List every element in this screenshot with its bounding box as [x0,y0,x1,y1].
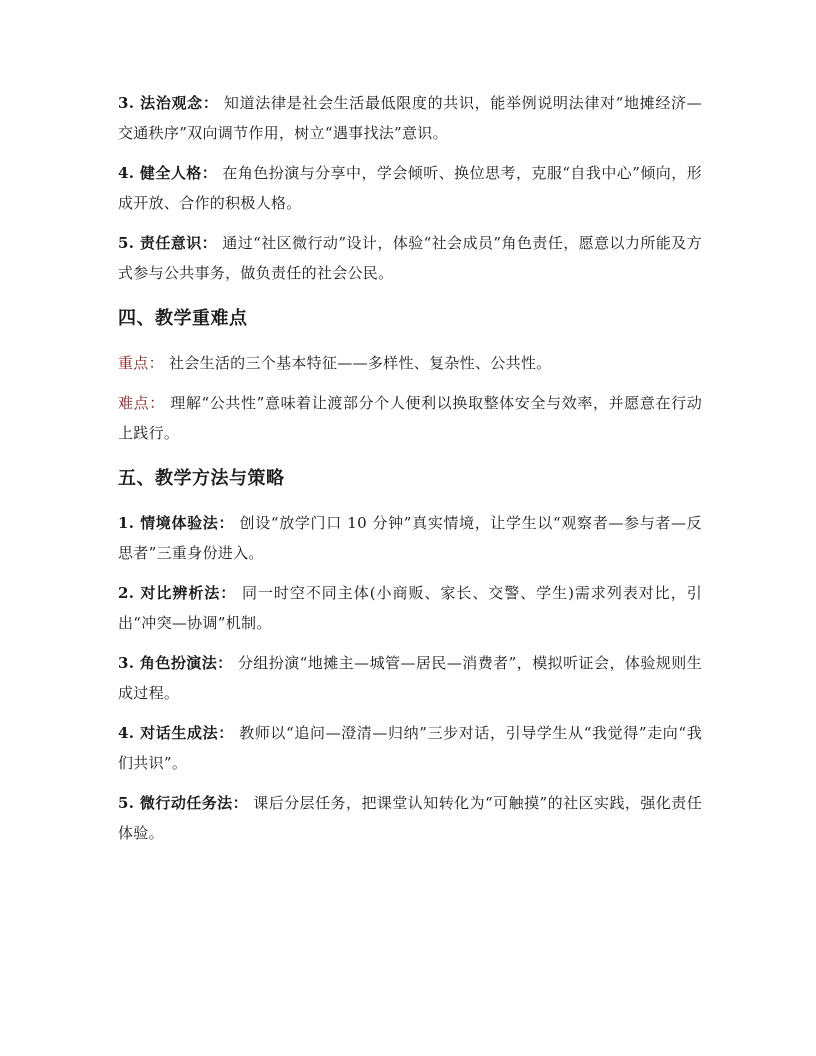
method-lead: 5. 微行动任务法： [118,794,249,812]
method-item [118,718,702,778]
difficult-point-lead: 难点： [118,394,165,412]
method-item [118,508,702,568]
document-page [118,88,702,858]
objective-sound-personality [118,158,702,218]
objective-responsibility [118,228,702,288]
method-text: 同一时空不同主体(小商贩、家长、交警、学生)需求列表对比，引出“冲突—协调”机制。 [118,584,702,632]
method-item [118,648,702,708]
section-heading-methods: 五、教学方法与策略 [118,468,285,489]
objective-lead: 3. 法治观念： [118,94,219,112]
method-text: 课后分层任务，把课堂认知转化为“可触摸”的社区实践，强化责任体验。 [118,794,702,842]
method-item [118,788,702,848]
objective-lead: 4. 健全人格： [118,164,218,182]
method-lead: 3. 角色扮演法： [118,654,233,672]
method-lead: 2. 对比辨析法： [118,584,237,602]
method-item [118,578,702,638]
difficult-point [118,388,702,448]
method-lead: 4. 对话生成法： [118,724,234,742]
method-text: 创设“放学门口 10 分钟”真实情境，让学生以“观察者—参与者—反思者”三重身份进入。 [118,514,702,562]
objective-text: 知道法律是社会生活最低限度的共识，能举例说明法律对“地摊经济—交通秩序”双向调节作用，树立“遇事找法”意识。 [118,94,702,142]
section-heading-key-difficult: 四、教学重难点 [118,308,248,329]
key-point [118,348,702,378]
method-text: 教师以“追问—澄清—归纳”三步对话，引导学生从“我觉得”走向“我们共识”。 [118,724,702,772]
key-point-text: 社会生活的三个基本特征——多样性、复杂性、公共性。 [163,354,552,372]
key-point-lead: 重点： [118,354,164,372]
method-text: 分组扮演“地摊主—城管—居民—消费者”，模拟听证会，体验规则生成过程。 [118,654,702,702]
method-lead: 1. 情境体验法： [118,514,235,532]
difficult-point-text: 理解“公共性”意味着让渡部分个人便利以换取整体安全与效率，并愿意在行动上践行。 [118,394,702,442]
objective-rule-of-law [118,88,702,148]
objective-text: 通过“社区微行动”设计，体验“社会成员”角色责任，愿意以力所能及方式参与公共事务，做负责任的社会公民。 [118,234,702,282]
objective-lead: 5. 责任意识： [118,234,218,252]
objective-text: 在角色扮演与分享中，学会倾听、换位思考，克服“自我中心”倾向，形成开放、合作的积极人格。 [118,164,702,212]
